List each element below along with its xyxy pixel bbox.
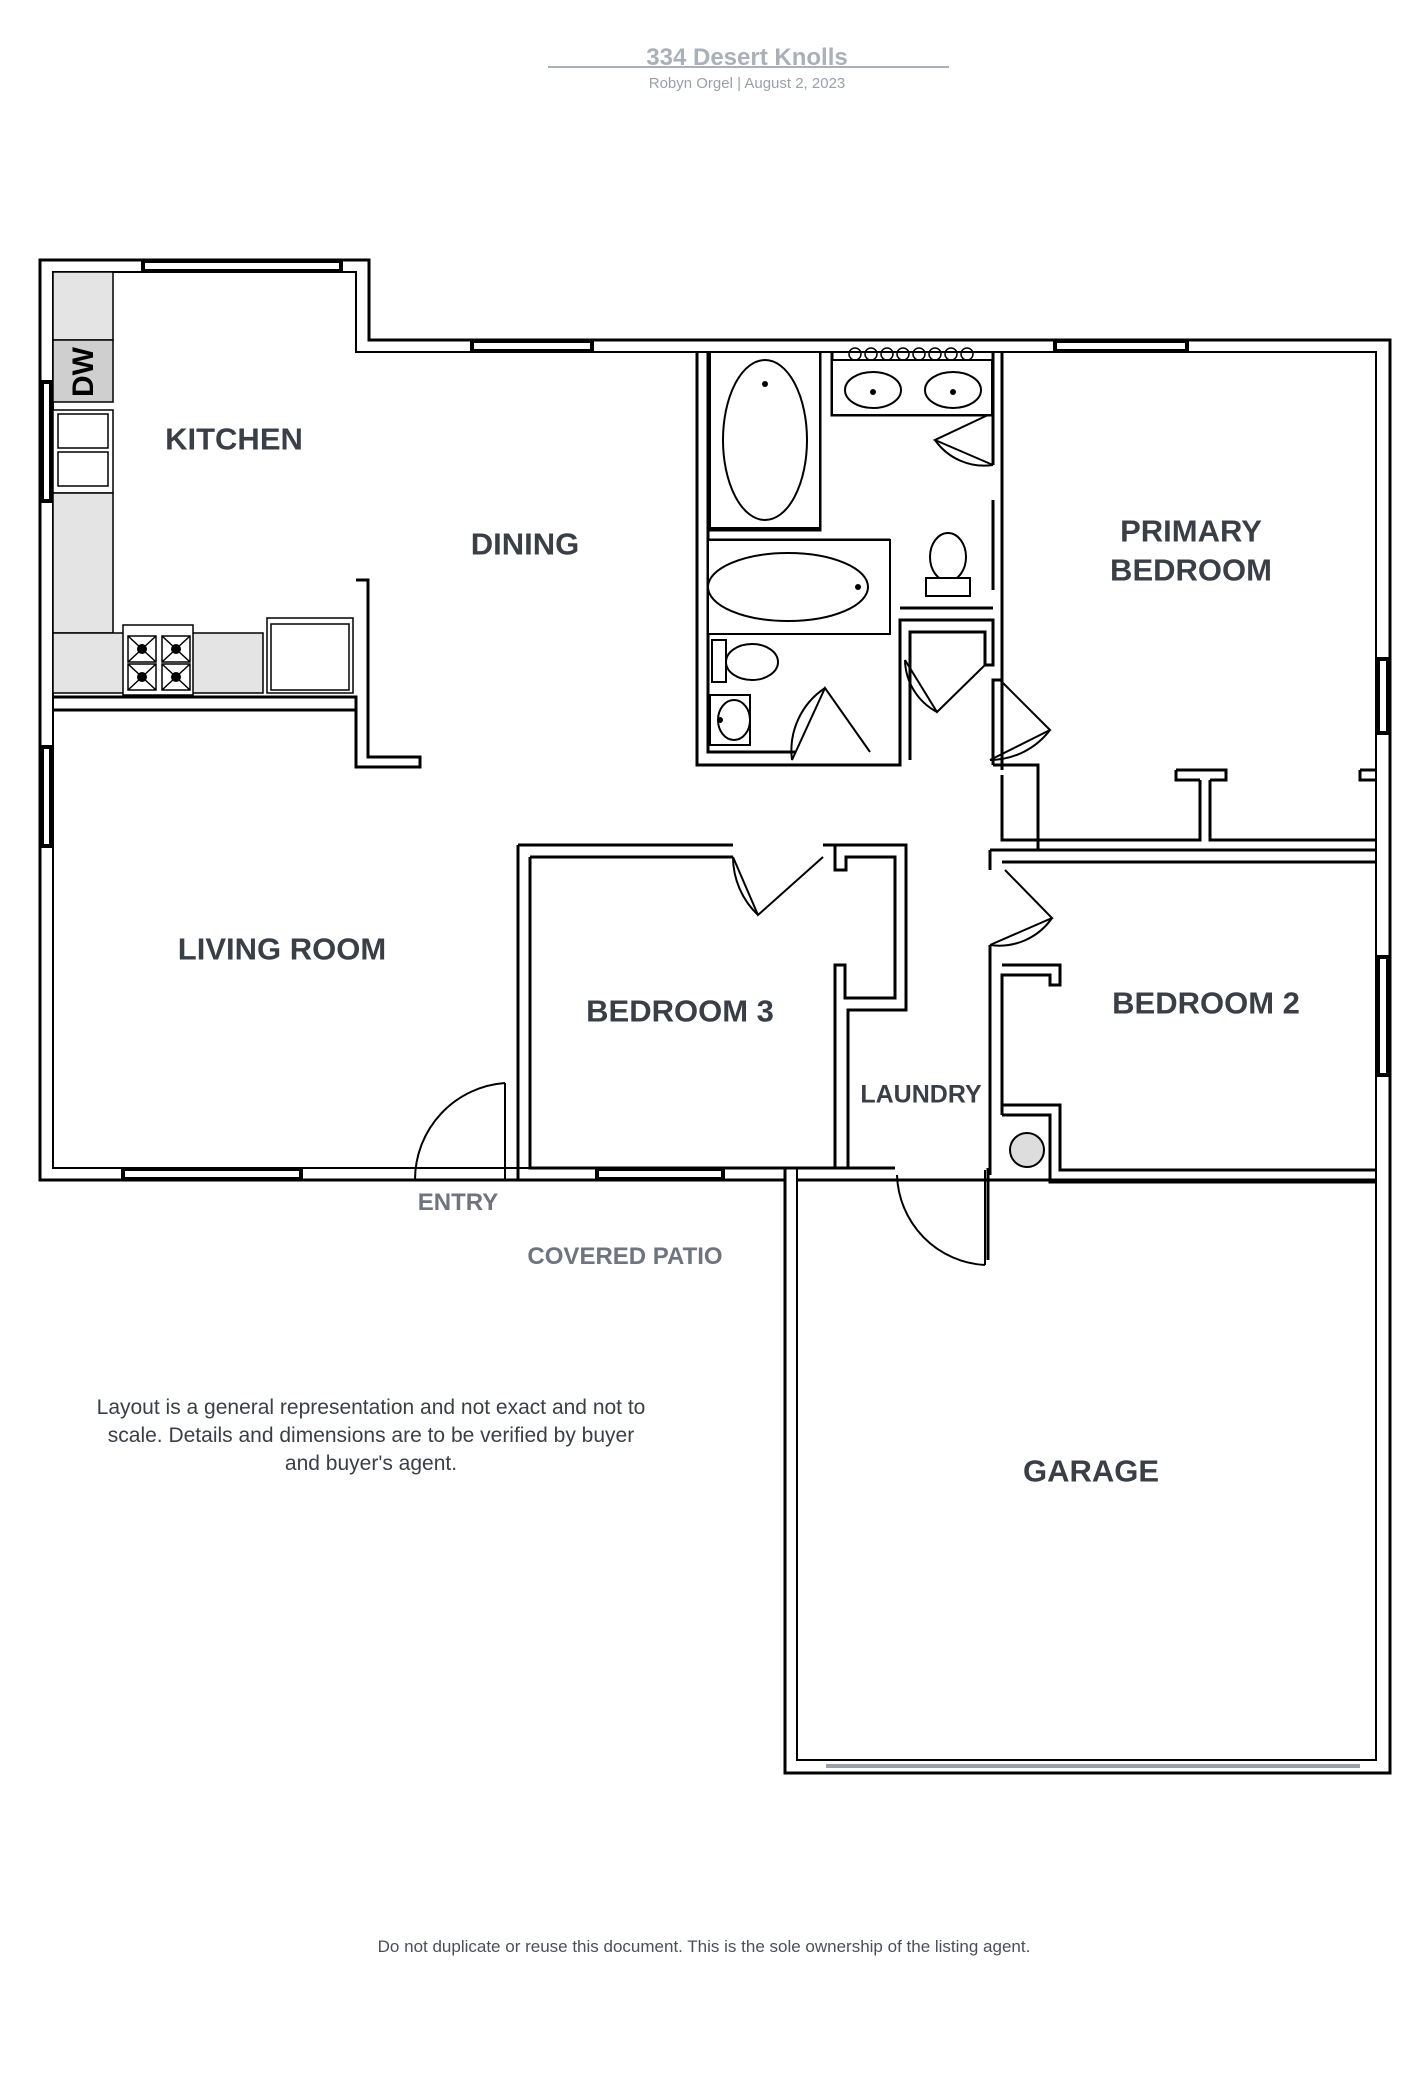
- laundry-door: [897, 1170, 985, 1265]
- entry-door: [415, 1083, 505, 1180]
- property-title: 334 Desert Knolls: [646, 44, 848, 71]
- dining-stub-wall: [356, 580, 420, 767]
- toilet: [930, 533, 966, 581]
- toilet-tank: [926, 578, 970, 596]
- toilet-tank: [712, 640, 726, 682]
- laundry-wall: [848, 1168, 988, 1260]
- ensuite-wall: [993, 352, 1002, 770]
- bedroom3-label: BEDROOM 3: [586, 993, 774, 1029]
- primary-bedroom-label: [1110, 512, 1272, 590]
- water-heater: [1010, 1133, 1044, 1167]
- garage-label: GARAGE: [1022, 1453, 1160, 1489]
- living-room-label: LIVING ROOM: [177, 931, 387, 967]
- tub-basin: [708, 553, 868, 621]
- vanity-outlets: [849, 348, 973, 360]
- primary-bedroom-line2: BEDROOM: [1110, 552, 1272, 587]
- primary-bedroom-wall: [993, 765, 1376, 850]
- counter: [53, 493, 113, 633]
- kitchen-living-wall: [53, 697, 356, 710]
- dishwasher-label: DW: [66, 347, 100, 397]
- bedroom2-wall: [990, 945, 1376, 1182]
- bedroom3-door: [733, 857, 823, 915]
- kitchen-counters: [53, 272, 353, 695]
- bedroom2-door: [990, 870, 1052, 946]
- counter: [267, 618, 353, 693]
- primary-bedroom-line1: PRIMARY: [1120, 513, 1262, 549]
- bedroom2-label: BEDROOM 2: [1112, 985, 1300, 1021]
- primary-door: [990, 680, 1050, 760]
- ensuite-door: [935, 415, 993, 466]
- entry-label: ENTRY: [417, 1189, 499, 1216]
- covered-patio-label: COVERED PATIO: [527, 1243, 723, 1270]
- agent-date-line: Robyn Orgel | August 2, 2023: [648, 75, 846, 92]
- counter: [53, 272, 113, 340]
- primary-closet-wall: [990, 850, 1376, 870]
- closet-door: [905, 660, 985, 712]
- hall-bath-door: [791, 688, 870, 760]
- disclaimer-text: Layout is a general representation and not exact and not to scale. Details and dimensions are to be verified by buyer and buyer's agent.: [96, 1396, 646, 1475]
- footer-notice: Do not duplicate or reuse this document. This is the sole ownership of the listing agent.: [377, 1937, 1031, 1956]
- kitchen-label: KITCHEN: [165, 421, 303, 457]
- toilet: [726, 644, 778, 680]
- dining-label: DINING: [470, 526, 580, 562]
- laundry-label: LAUNDRY: [860, 1080, 982, 1109]
